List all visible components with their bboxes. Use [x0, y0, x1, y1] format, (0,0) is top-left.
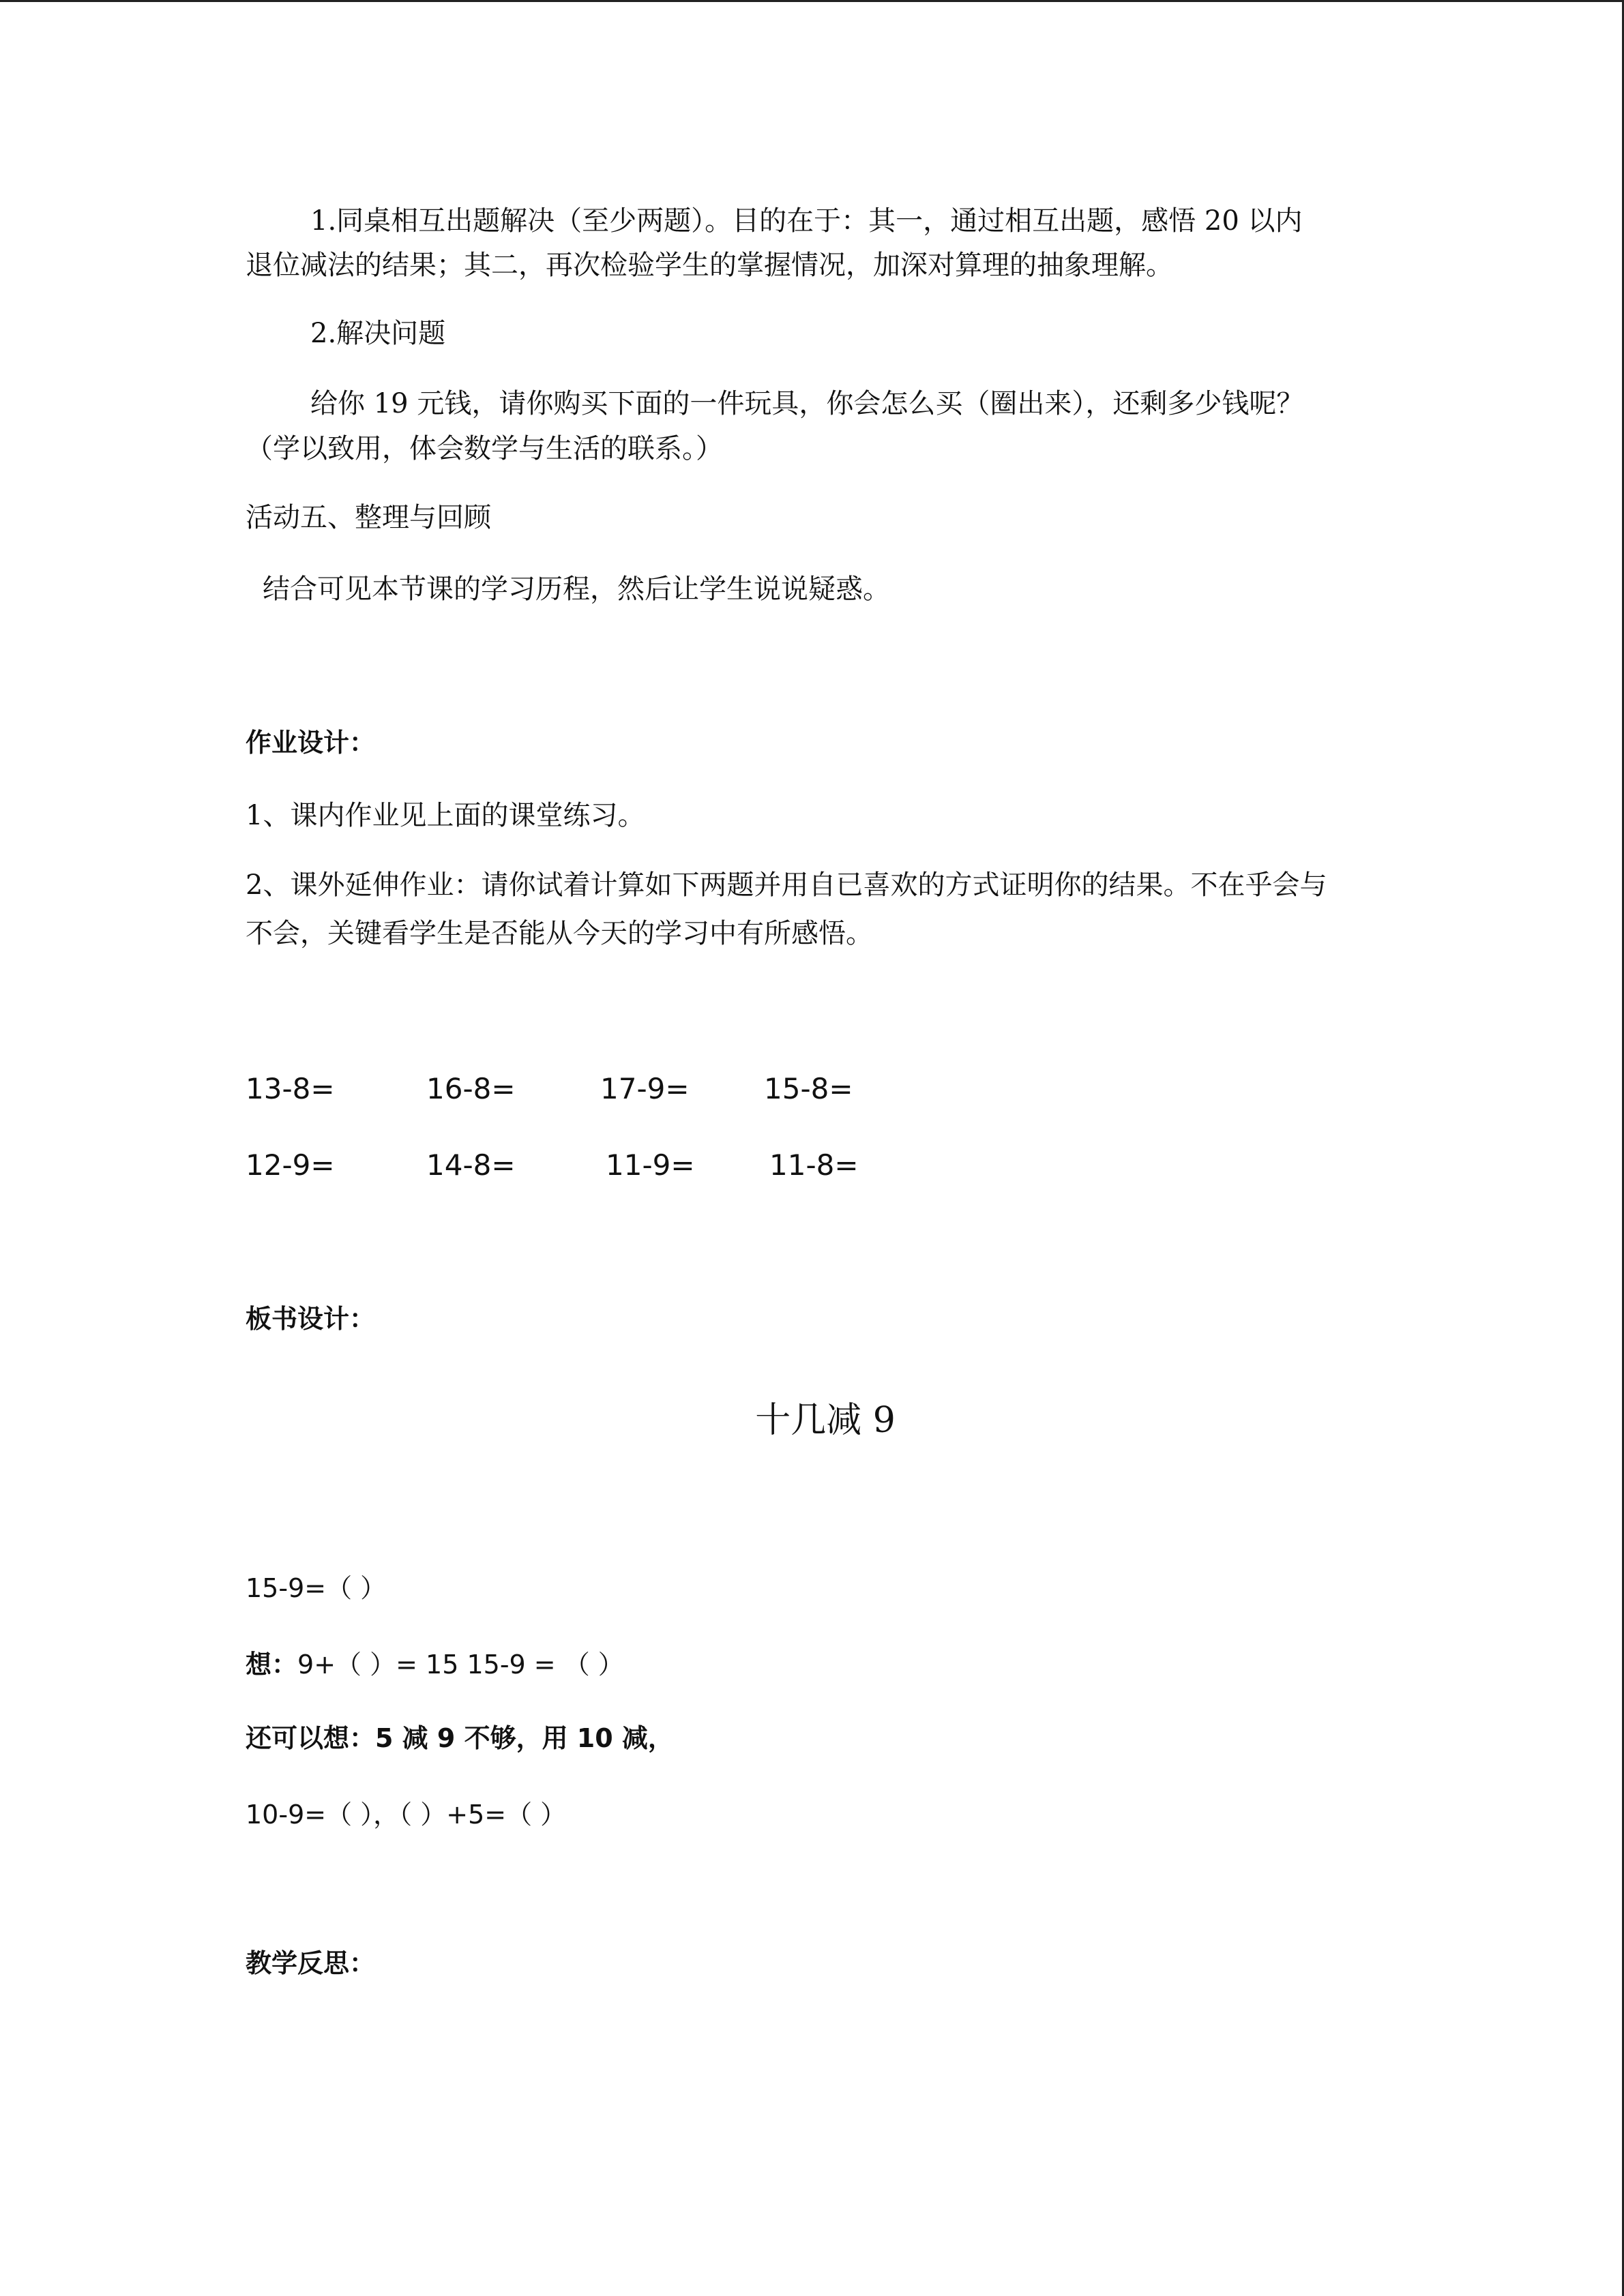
homework-item2-line2: 不会，关键看学生是否能从今天的学习中有所感悟。: [246, 918, 873, 949]
page-border-top: [0, 0, 1624, 2]
board-line2: [246, 1643, 624, 1681]
board-line3: 还可以想：5 减 9 不够，用 10 减，: [246, 1723, 674, 1753]
calc-row1-item1: 13-8=: [246, 1072, 335, 1105]
homework-title: 作业设计：: [246, 728, 376, 758]
reflection-title: 教学反思：: [246, 1948, 376, 1978]
board-main-title: 十几减 9: [755, 1400, 896, 1441]
practice-item2-title: 2.解决问题: [310, 318, 446, 349]
calc-row1-item2: 16-8=: [426, 1072, 516, 1105]
practice-item2-line2: （学以致用，体会数学与生活的联系。）: [246, 433, 723, 464]
practice-item2-line1: 给你 19 元钱，请你购买下面的一件玩具，你会怎么买（圈出来），还剩多少钱呢？: [310, 388, 1304, 419]
calc-row1-item4: 15-8=: [764, 1072, 853, 1105]
board-line2-rest: 9+（ ）= 15 15-9 = （ ）: [297, 1650, 624, 1680]
board-line4: 10-9=（ ），（ ）+5=（ ）: [246, 1800, 567, 1830]
practice-item1-line2: 退位减法的结果；其二，再次检验学生的掌握情况，加深对算理的抽象理解。: [246, 250, 1173, 281]
board-line2-prefix: 想：: [246, 1650, 298, 1680]
board-line1: 15-9=（ ）: [246, 1573, 387, 1603]
homework-item2-line1: 2、课外延伸作业：请你试着计算如下两题并用自已喜欢的方式证明你的结果。不在乎会与: [246, 869, 1327, 901]
activity5-text: 结合可见本节课的学习历程，然后让学生说说疑惑。: [263, 573, 890, 605]
homework-item1: 1、课内作业见上面的课堂练习。: [246, 800, 645, 831]
activity5-title: 活动五、整理与回顾: [246, 502, 491, 533]
calc-row1-item3: 17-9=: [600, 1072, 690, 1105]
board-title: 板书设计：: [246, 1304, 376, 1334]
calc-row2-item3: 11-9=: [606, 1148, 695, 1182]
calc-row2-item4: 11-8=: [769, 1148, 859, 1182]
calc-row2-item1: 12-9=: [246, 1148, 335, 1182]
practice-item1-line1: 1.同桌相互出题解决（至少两题）。目的在于：其一，通过相互出题，感悟 20 以内: [310, 205, 1303, 237]
calc-row2-item2: 14-8=: [426, 1148, 516, 1182]
